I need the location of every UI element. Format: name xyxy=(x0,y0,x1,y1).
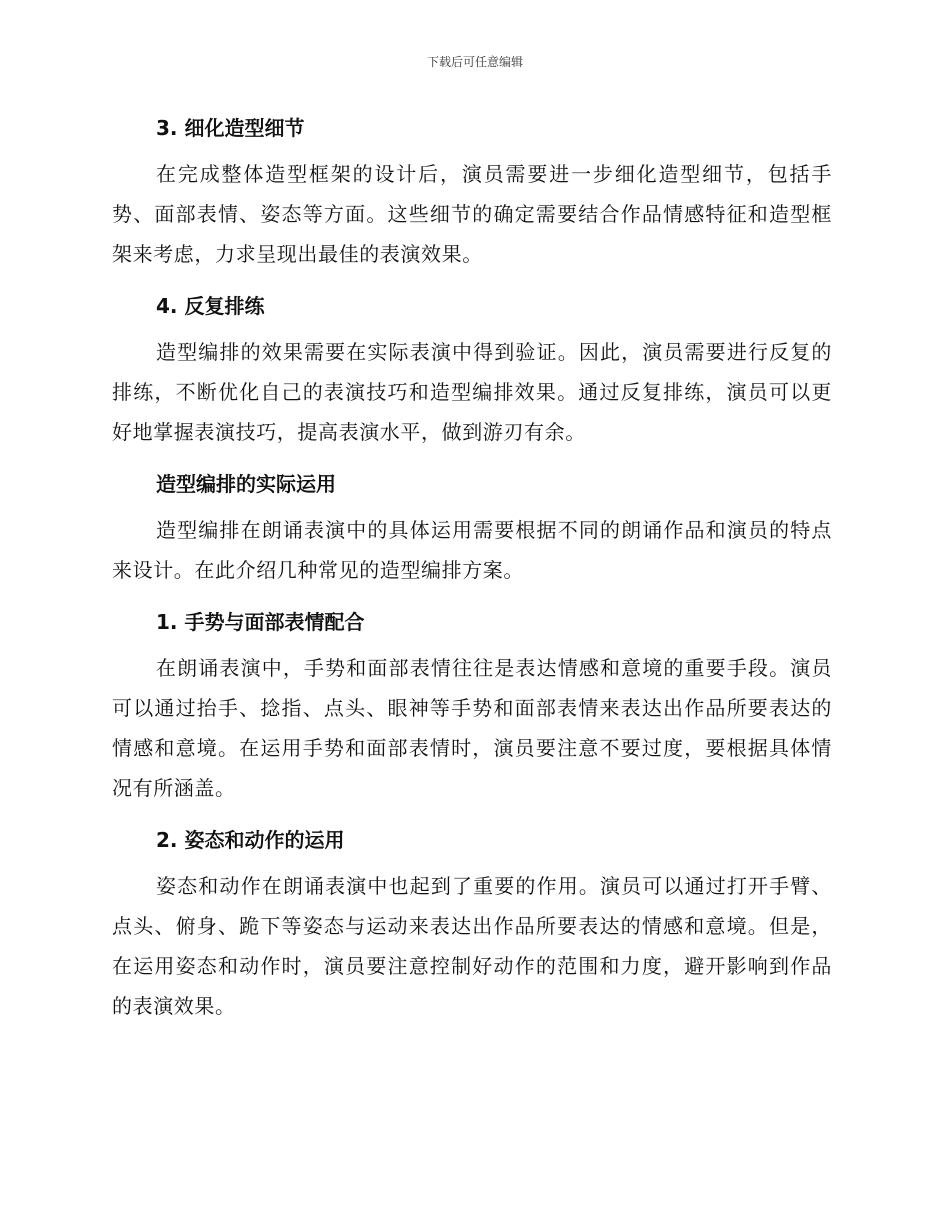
document-body xyxy=(112,108,832,1038)
section-heading-refine-details: 3. 细化造型细节 xyxy=(156,116,305,140)
paragraph-gesture-expression: 在朗诵表演中，手势和面部表情往往是表达情感和意境的重要手段。演员可以通过抬手、捻指、点头、眼神等手势和面部表情来表达出作品所要表达的情感和意境。在运用手势和面部表情时，演员要注意不要过度，要根据具体情况有所涵盖。 xyxy=(112,656,832,800)
section-heading-gesture-expression: 1. 手势与面部表情配合 xyxy=(156,610,365,634)
paragraph-practical-use: 造型编排在朗诵表演中的具体运用需要根据不同的朗诵作品和演员的特点来设计。在此介绍几种常见的造型编排方案。 xyxy=(112,518,832,582)
section-heading-rehearsal: 4. 反复排练 xyxy=(156,294,265,318)
section-heading-posture-movement: 2. 姿态和动作的运用 xyxy=(156,828,345,852)
page-header: 下载后可任意编辑 xyxy=(426,55,523,69)
paragraph-rehearsal: 造型编排的效果需要在实际表演中得到验证。因此，演员需要进行反复的排练，不断优化自己的表演技巧和造型编排效果。通过反复排练，演员可以更好地掌握表演技巧，提高表演水平，做到游刃有余。 xyxy=(112,340,832,444)
paragraph-refine-details: 在完成整体造型框架的设计后，演员需要进一步细化造型细节，包括手势、面部表情、姿态等方面。这些细节的确定需要结合作品情感特征和造型框架来考虑，力求呈现出最佳的表演效果。 xyxy=(112,162,832,266)
section-heading-practical-use: 造型编排的实际运用 xyxy=(156,472,336,496)
paragraph-posture-movement: 姿态和动作在朗诵表演中也起到了重要的作用。演员可以通过打开手臂、点头、俯身、跪下等姿态与运动来表达出作品所要表达的情感和意境。但是，在运用姿态和动作时，演员要注意控制好动作的范围和力度，避开影响到作品的表演效果。 xyxy=(112,874,832,1018)
